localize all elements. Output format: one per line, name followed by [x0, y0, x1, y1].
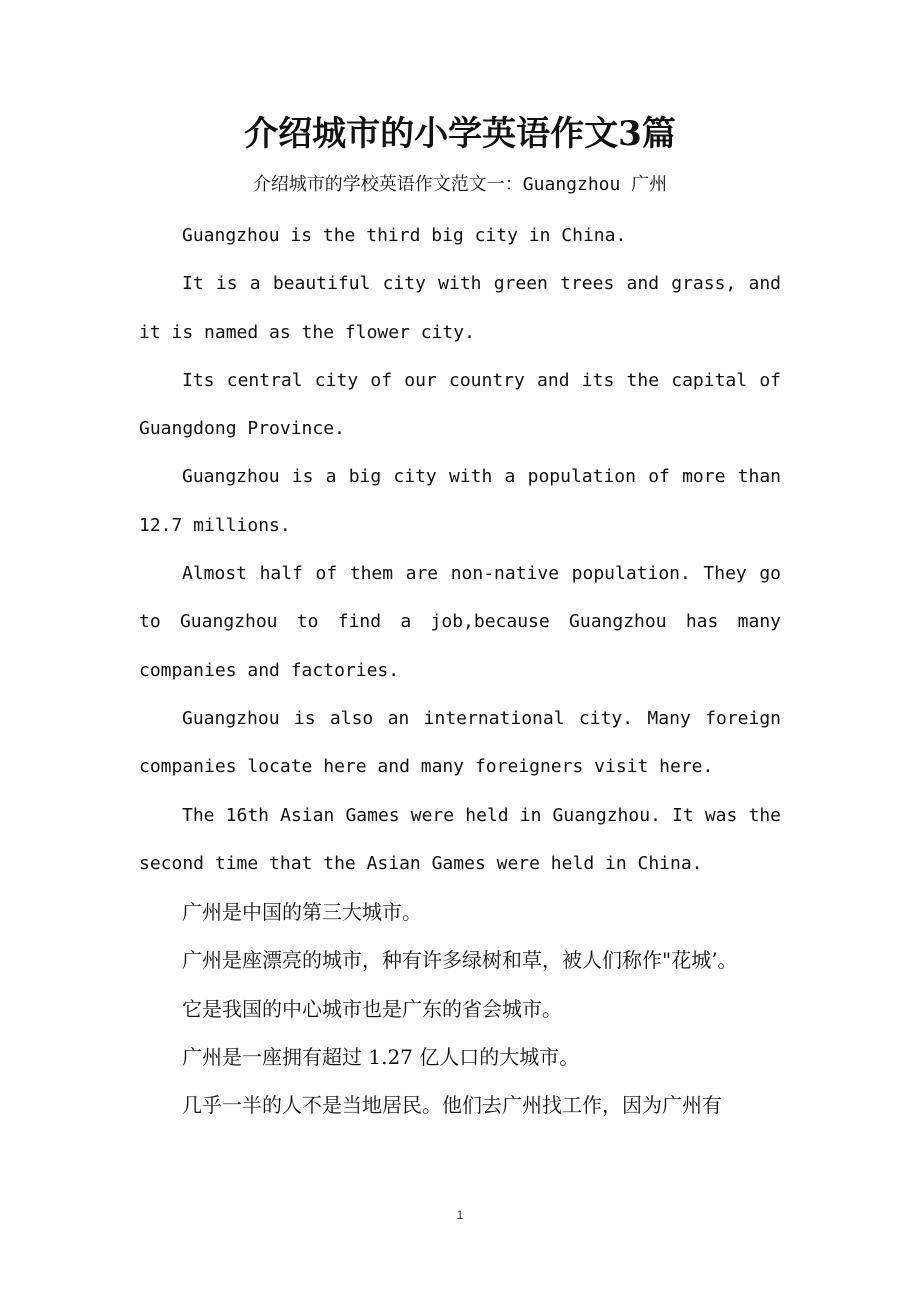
page-number: 1 [456, 1208, 464, 1222]
paragraph: Guangzhou is the third big city in China. [182, 225, 627, 246]
page-subtitle: 介绍城市的学校英语作文范文一：Guangzhou 广州 [252, 174, 668, 195]
paragraph: It is a beautiful city with green trees and grass, and it is named as the flower city. [139, 273, 781, 343]
page-title: 介绍城市的小学英语作文3篇 [244, 114, 676, 154]
paragraph: The 16th Asian Games were held in Guangzhou. It was the second time that the Asian Games were held in China. [139, 804, 781, 874]
document-body [139, 212, 781, 1130]
paragraph: Guangzhou is also an international city. Many foreign companies locate here and many foreigners visit here. [139, 707, 781, 778]
paragraph: 广州是中国的第三大城市。 [182, 900, 422, 925]
paragraph: 它是我国的中心城市也是广东的省会城市。 [182, 996, 562, 1021]
paragraph: 几乎一半的人不是当地居民。他们去广州找工作，因为广州有 [182, 1093, 722, 1118]
paragraph: Its central city of our country and its the capital of Guangdong Province. [139, 369, 781, 440]
paragraph: 广州是座漂亮的城市，种有许多绿树和草，被人们称作"花城’。 [182, 948, 738, 973]
paragraph: Almost half of them are non-native population. They go to Guangzhou to find a job,because Guangzhou has many companies and factories. [139, 563, 781, 681]
paragraph: Guangzhou is a big city with a population of more than 12.7 millions. [139, 466, 781, 536]
paragraph: 广州是一座拥有超过 1.27 亿人口的大城市。 [182, 1045, 580, 1070]
